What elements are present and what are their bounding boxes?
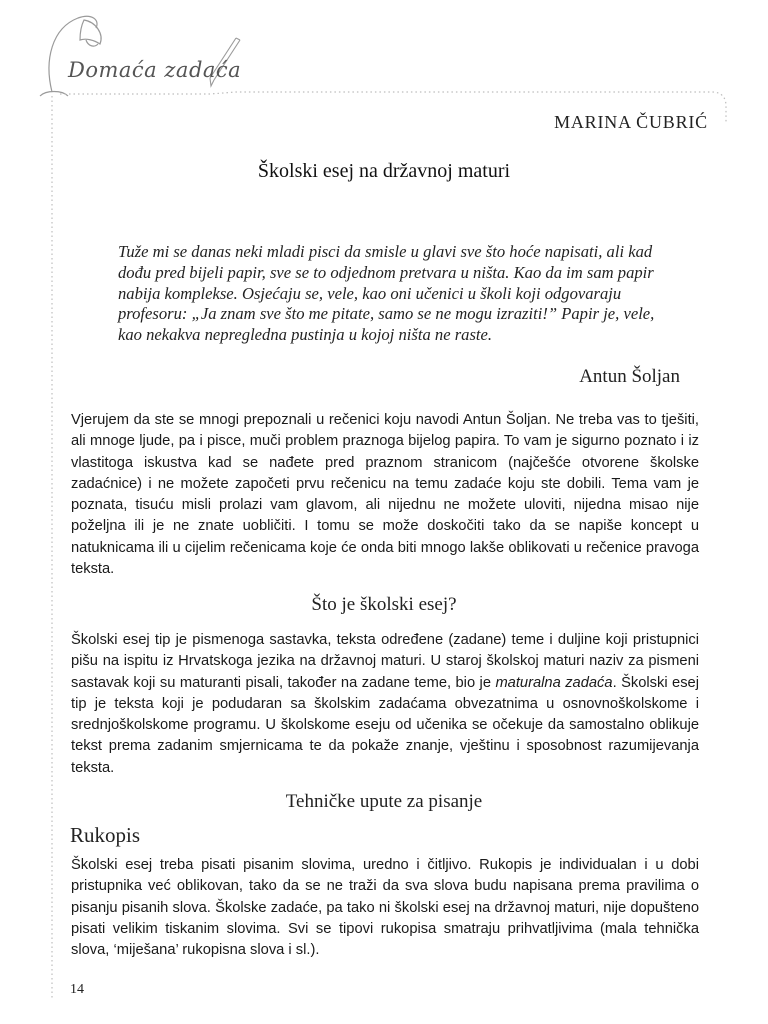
section-label: Domaća zadaća xyxy=(68,58,242,82)
epigraph-quote: Tuže mi se danas neki mladi pisci da smisle u glavi sve što hoće napisati, ali kad dođu pred bijeli papir, sve se to odjednom pretvara u ništa. Kao da im sam papir nabija komplekse. Osjećaju se, vele, kao oni učenici u školi koji odgovaraju profesoru: „Ja znam sve što me pitate, samo se ne mogu izraziti!” Papir je, vele, kao nekakva nepregledna pustinja u kojoj ništa ne raste. xyxy=(118,242,655,345)
paragraph-definition-italic: maturalna zadaća xyxy=(495,674,613,691)
paragraph-intro: Vjerujem da ste se mnogi prepoznali u rečenici koju navodi Antun Šoljan. Ne treba vas to tješiti, ali mnoge ljude, pa i pisce, muči problem praznoga bijelog papira. To vam je sigurno poznato i iz vlastitoga iskustva kad se nađete pred praznom stranicom (najčešće otvorene školske zadaćnice) i ne možete započeti prvu rečenicu na temu zadaće koju ste dobili. Tema vam je poznata, tisuću misli prolazi vam glavom, ali nijednu ne možete uloviti, nijedna misao nije poželjna ili je ne znate uobličiti. I tomu se može doskočiti tako da se napiše koncept u natuknicama ili u cijelim rečenicama koje će onda biti mnogo lakše oblikovati u rečenice pravoga teksta. xyxy=(71,412,699,578)
subheading-what-is-essay: Što je školski esej? xyxy=(311,594,457,615)
subheading-handwriting: Rukopis xyxy=(70,823,141,847)
paragraph-definition-part2: . Školski esej tip je teksta koji je podudaran sa školskim zadaćama obvezatnima u osnovnoškolskome i srednjoškolskome programu. U školskome eseju od učenika se očekuje da samostalno oblikuje tekst prema zadanim smjernicama te da pokaže znanje, vještinu i sposobnost razumijevanja teksta. xyxy=(71,674,699,776)
lamp-icon xyxy=(40,16,101,96)
page-number: 14 xyxy=(70,982,84,997)
article-author: MARINA ČUBRIĆ xyxy=(554,112,708,132)
paragraph-handwriting: Školski esej treba pisati pisanim slovima, uredno i čitljivo. Rukopis je individualan i u dobi pristupnika već oblikovan, tako da se ne traži da sva slova budu napisana prema pravilima o pisanju pisanih slova. Školske zadaće, pa tako ni školski esej na državnoj maturi, nije dopušteno pisati velikim tiskanim slovima. Svi se tipovi rukopisa smatraju prihvatljivima (mala tehnička slova, ‘miješana’ rukopisna slova i sl.). xyxy=(71,857,699,959)
subheading-technical-instructions: Tehničke upute za pisanje xyxy=(285,791,483,812)
epigraph-author: Antun Šoljan xyxy=(579,366,680,387)
paragraph-definition-part1: Školski esej tip je pismenoga sastavka, teksta određene (zadane) teme i duljine koji pristupnici pišu na ispitu iz Hrvatskoga jezika na državnoj maturi. U staroj školskoj maturi naziv za pismeni sastavak koji su maturanti pisali, također na zadane teme, bio je xyxy=(71,632,699,691)
paragraph-definition xyxy=(71,630,699,779)
article-title: Školski esej na državnoj maturi xyxy=(257,160,511,182)
